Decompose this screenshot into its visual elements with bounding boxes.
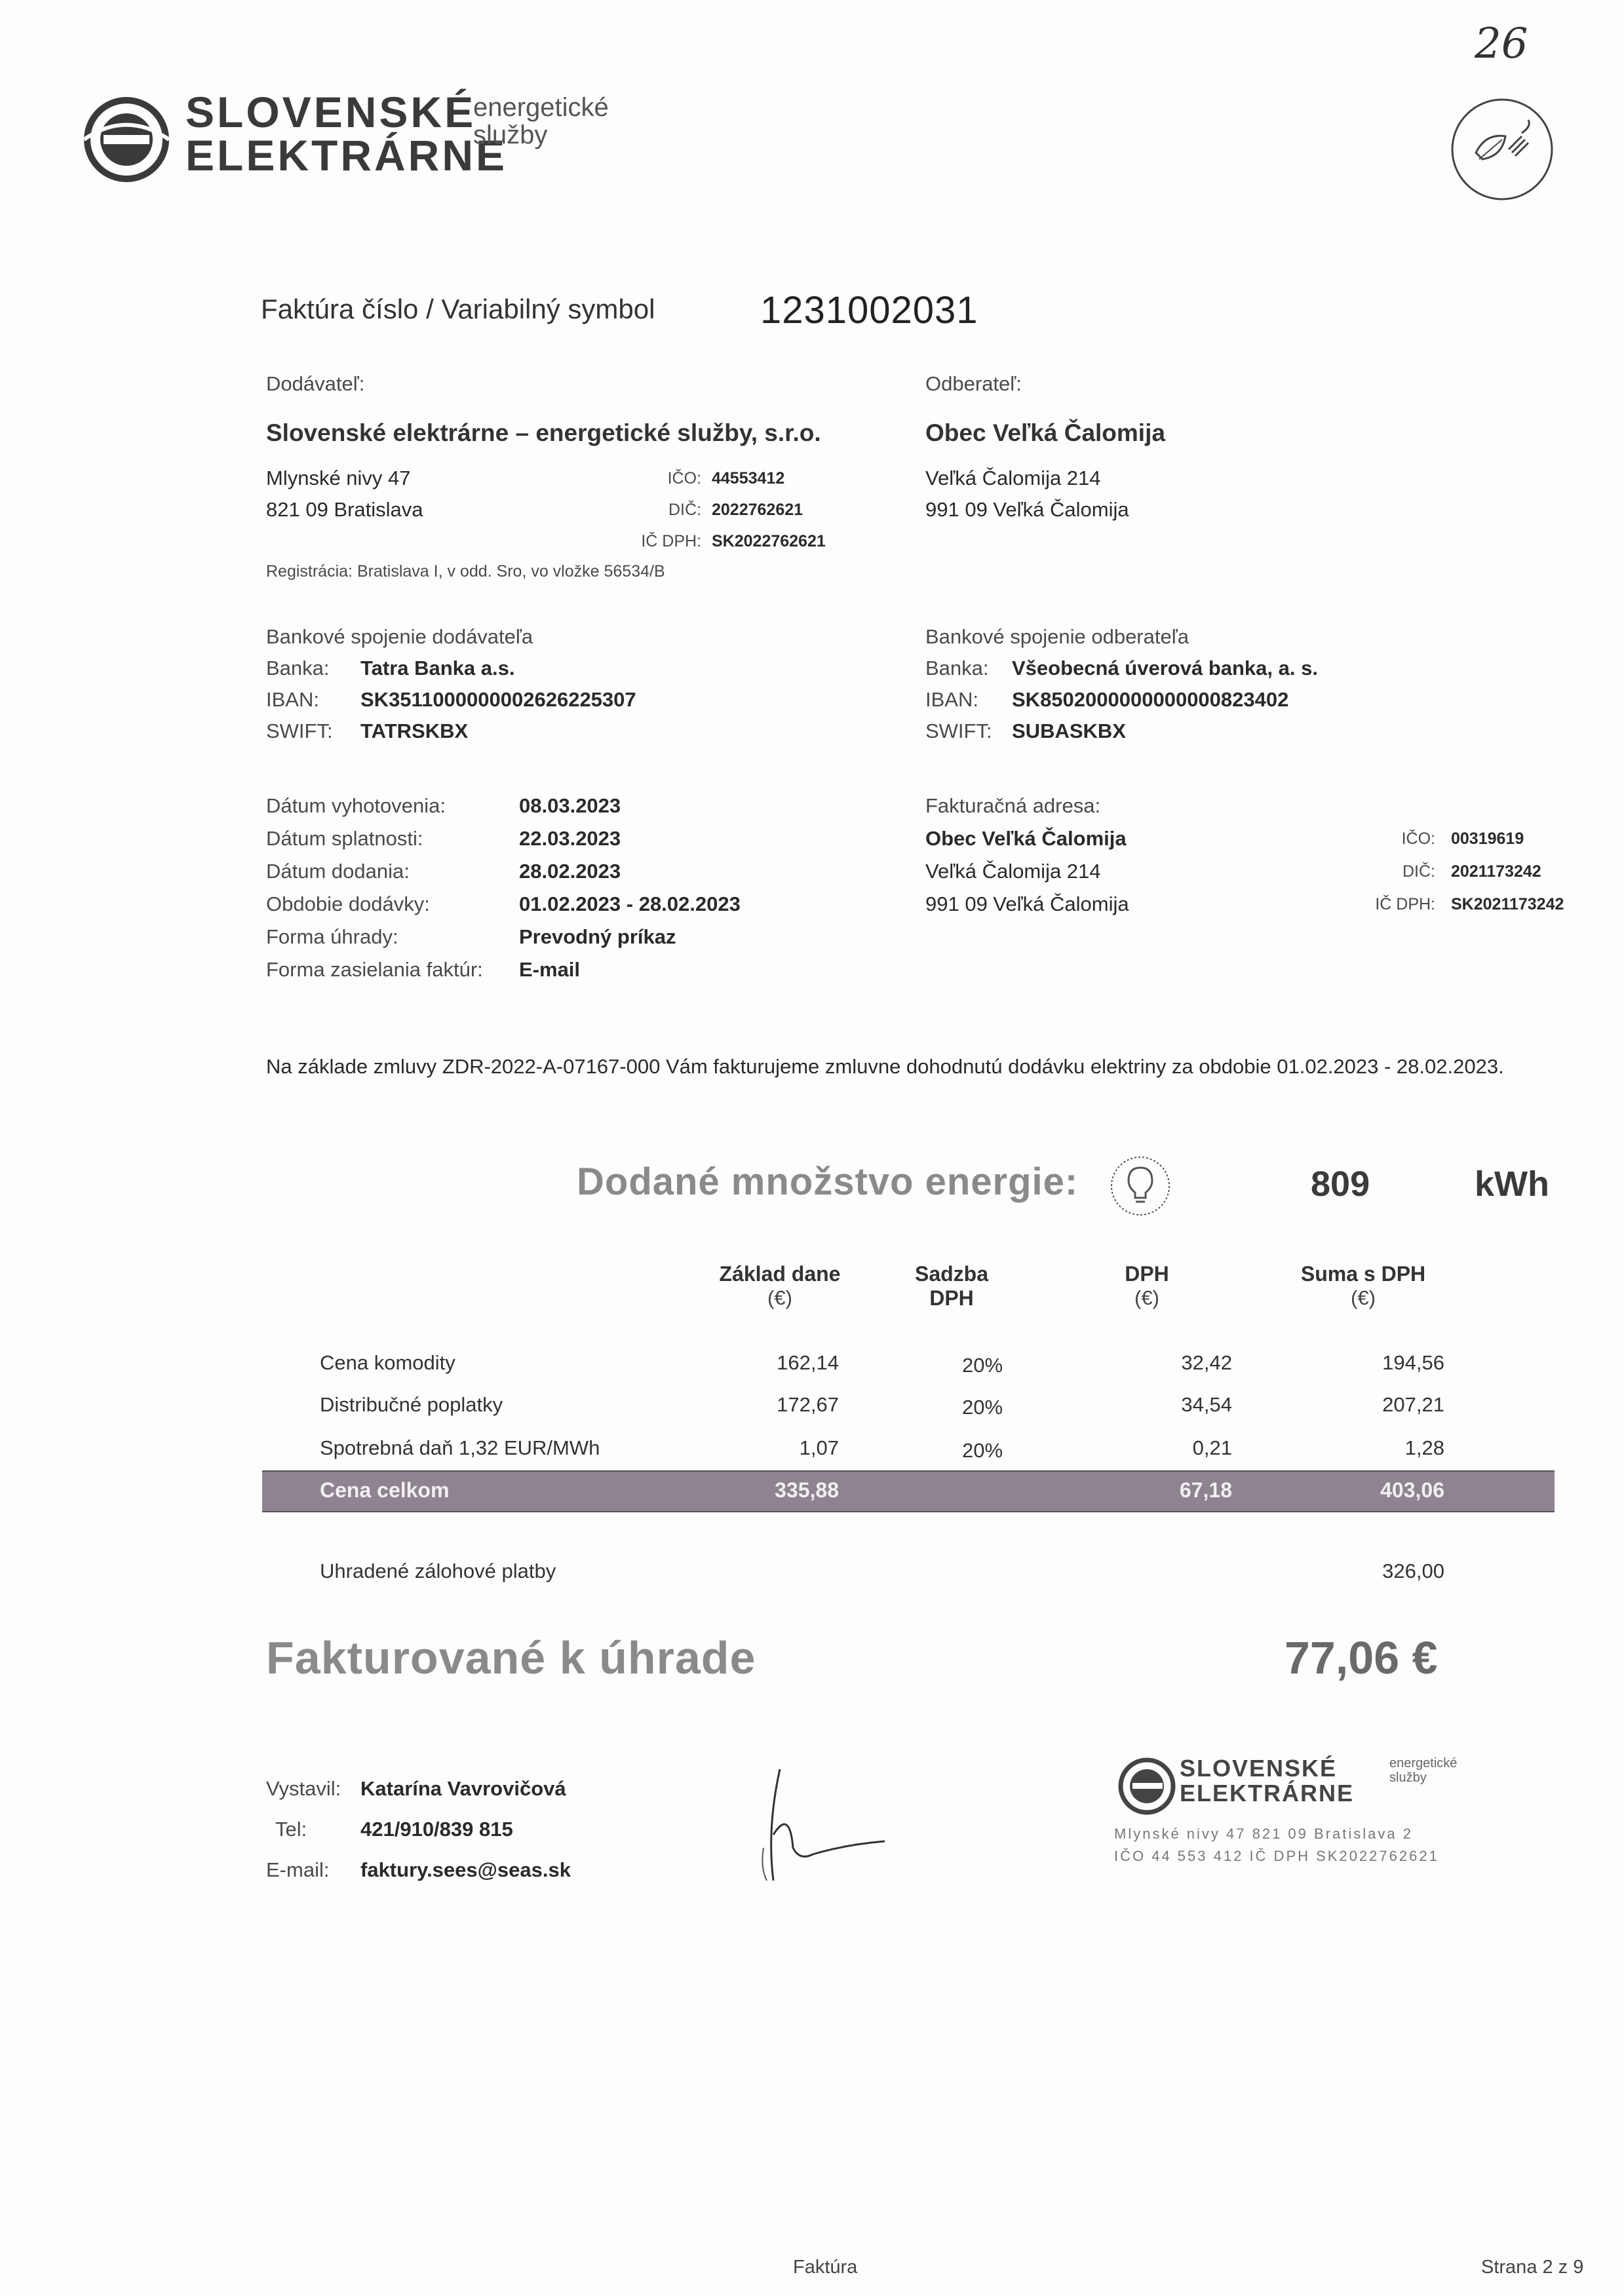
logo-sub-line1: energetické (473, 93, 609, 122)
col-header-base (714, 1262, 845, 1310)
supplier-iban: SK3511000000002626225307 (360, 688, 636, 711)
customer-bank-label: Banka: (925, 657, 989, 679)
billing-address-label: Fakturačná adresa: (925, 794, 1101, 817)
supplier-bank-heading: Bankové spojenie dodávateľa (266, 625, 533, 648)
invoice-title: Faktúra číslo / Variabilný symbol (261, 294, 655, 324)
row-excise-base: 1,07 (799, 1436, 839, 1459)
billing-city: 991 09 Veľká Čalomija (925, 892, 1129, 915)
date-delivery-value: 28.02.2023 (519, 860, 621, 883)
supplier-street: Mlynské nivy 47 (266, 467, 411, 489)
customer-swift-label: SWIFT: (925, 719, 992, 742)
lightbulb-icon (1108, 1153, 1173, 1219)
supplier-swift-label: SWIFT: (266, 719, 333, 742)
payable-title: Fakturované k úhrade (266, 1632, 756, 1683)
customer-label: Odberateľ: (925, 372, 1022, 395)
row-commodity-label: Cena komodity (320, 1351, 455, 1374)
energy-value: 809 (1311, 1164, 1370, 1204)
stamp-brand (1180, 1756, 1354, 1806)
eco-plug-icon (1450, 97, 1555, 202)
customer-swift: SUBASKBX (1012, 719, 1126, 742)
col-header-vat (1081, 1262, 1212, 1310)
col-header-rate (893, 1262, 1011, 1311)
billing-ico-label: IČO: (1401, 830, 1435, 848)
invoice-number: 1231002031 (760, 289, 978, 332)
supplier-icdph-label: IČ DPH: (641, 532, 701, 550)
row-distribution-total: 207,21 (1382, 1393, 1444, 1416)
billing-dic-label: DIČ: (1402, 862, 1435, 881)
billing-ico: 00319619 (1451, 830, 1524, 848)
supplier-iban-label: IBAN: (266, 688, 319, 711)
email-value: faktury.sees@seas.sk (360, 1858, 571, 1881)
supplier-registration: Registrácia: Bratislava I, v odd. Sro, vo vložke 56534/B (266, 562, 665, 581)
billing-name: Obec Veľká Čalomija (925, 827, 1127, 850)
total-label: Cena celkom (320, 1478, 450, 1502)
delivery-method-value: E-mail (519, 958, 581, 981)
payment-method-label: Forma úhrady: (266, 925, 398, 948)
stamp-ids: IČO 44 553 412 IČ DPH SK2022762621 (1114, 1848, 1439, 1864)
col-header-total (1278, 1262, 1448, 1310)
email-label: E-mail: (266, 1858, 330, 1881)
handwritten-page-number: 26 (1475, 20, 1528, 68)
row-excise-rate: 20% (962, 1439, 1003, 1462)
period-label: Obdobie dodávky: (266, 892, 430, 915)
row-distribution-label: Distribučné poplatky (320, 1393, 503, 1416)
contract-statement: Na základe zmluvy ZDR-2022-A-07167-000 Vám fakturujeme zmluvne dohodnutú dodávku elektriny za obdobie 01.02.2023 - 28.02.2023. (266, 1055, 1504, 1078)
customer-name: Obec Veľká Čalomija (925, 419, 1165, 446)
date-due-label: Dátum splatnosti: (266, 827, 423, 850)
row-commodity-base: 162,14 (777, 1351, 839, 1374)
row-commodity-rate: 20% (962, 1354, 1003, 1377)
stamp-logo-icon (1114, 1753, 1180, 1819)
col-header-total-title: Suma s DPH (1300, 1262, 1426, 1286)
customer-street: Veľká Čalomija 214 (925, 467, 1101, 489)
supplier-dic: 2022762621 (712, 501, 803, 519)
logo-brand-line2: ELEKTRÁRNE (185, 131, 508, 180)
logo-brand-line1: SLOVENSKÉ (185, 88, 476, 136)
footer-page-number: Strana 2 z 9 (1481, 2257, 1584, 2278)
company-logo-icon (77, 90, 176, 189)
customer-city: 991 09 Veľká Čalomija (925, 498, 1129, 521)
stamp-brand-line1: SLOVENSKÉ (1180, 1755, 1338, 1782)
col-header-total-sub: (€) (1351, 1286, 1376, 1309)
billing-dic: 2021173242 (1451, 862, 1541, 881)
col-header-base-sub: (€) (767, 1286, 792, 1309)
stamp-address: Mlynské nivy 47 821 09 Bratislava 2 (1114, 1826, 1413, 1842)
tel-label: Tel: (275, 1818, 307, 1841)
total-row (262, 1470, 1555, 1512)
supplier-icdph: SK2022762621 (712, 532, 826, 550)
delivery-method-label: Forma zasielania faktúr: (266, 958, 483, 981)
billing-icdph-label: IČ DPH: (1375, 895, 1435, 913)
tel-value: 421/910/839 815 (360, 1818, 513, 1841)
billing-icdph: SK2021173242 (1451, 895, 1564, 913)
row-distribution-rate: 20% (962, 1396, 1003, 1419)
row-distribution-vat: 34,54 (1181, 1393, 1232, 1416)
col-header-vat-title: DPH (1125, 1262, 1169, 1286)
supplier-bank-name: Tatra Banka a.s. (360, 657, 515, 679)
supplier-swift: TATRSKBX (360, 719, 469, 742)
row-excise-total: 1,28 (1404, 1436, 1444, 1459)
customer-iban-label: IBAN: (925, 688, 978, 711)
logo-subtitle (473, 94, 609, 149)
energy-unit: kWh (1475, 1164, 1549, 1204)
row-excise-vat: 0,21 (1192, 1436, 1232, 1459)
signature-icon (727, 1756, 898, 1887)
col-header-rate-title: Sadzba (914, 1262, 989, 1286)
issued-by-label: Vystavil: (266, 1777, 341, 1800)
stamp-brand-line2: ELEKTRÁRNE (1180, 1780, 1355, 1807)
footer-title: Faktúra (793, 2257, 858, 2278)
row-distribution-base: 172,67 (777, 1393, 839, 1416)
date-delivery-label: Dátum dodania: (266, 860, 410, 883)
date-issued-value: 08.03.2023 (519, 794, 621, 817)
customer-iban: SK8502000000000000823402 (1012, 688, 1289, 711)
supplier-name: Slovenské elektrárne – energetické služby, s.r.o. (266, 419, 821, 446)
col-header-base-title: Základ dane (719, 1262, 841, 1286)
total-base: 335,88 (775, 1478, 839, 1502)
row-excise-label: Spotrebná daň 1,32 EUR/MWh (320, 1436, 600, 1459)
supplier-dic-label: DIČ: (668, 501, 701, 519)
stamp-sub-line2: služby (1389, 1770, 1427, 1785)
period-value: 01.02.2023 - 28.02.2023 (519, 892, 741, 915)
supplier-ico-label: IČO: (667, 469, 701, 488)
payable-amount: 77,06 € (1285, 1632, 1438, 1683)
date-issued-label: Dátum vyhotovenia: (266, 794, 446, 817)
row-commodity-total: 194,56 (1382, 1351, 1444, 1374)
col-header-vat-sub: (€) (1134, 1286, 1159, 1309)
billing-street: Veľká Čalomija 214 (925, 860, 1101, 883)
total-sum: 403,06 (1380, 1478, 1444, 1502)
logo-brand (185, 88, 508, 180)
advance-value: 326,00 (1382, 1559, 1444, 1582)
row-commodity-vat: 32,42 (1181, 1351, 1232, 1374)
supplier-ico: 44553412 (712, 469, 785, 488)
stamp-subtitle (1389, 1756, 1457, 1785)
payment-method-value: Prevodný príkaz (519, 925, 676, 948)
advance-label: Uhradené zálohové platby (320, 1559, 556, 1582)
logo-sub-line2: služby (473, 121, 548, 149)
supplier-city: 821 09 Bratislava (266, 498, 423, 521)
issued-by-name: Katarína Vavrovičová (360, 1777, 566, 1800)
stamp-sub-line1: energetické (1389, 1756, 1458, 1770)
customer-bank-heading: Bankové spojenie odberateľa (925, 625, 1189, 648)
supplier-label: Dodávateľ: (266, 372, 365, 395)
supplier-bank-label: Banka: (266, 657, 330, 679)
col-header-rate-sub: DPH (929, 1286, 974, 1310)
date-due-value: 22.03.2023 (519, 827, 621, 850)
customer-bank-name: Všeobecná úverová banka, a. s. (1012, 657, 1318, 679)
energy-label: Dodané množstvo energie: (577, 1160, 1079, 1203)
total-vat: 67,18 (1179, 1478, 1232, 1502)
